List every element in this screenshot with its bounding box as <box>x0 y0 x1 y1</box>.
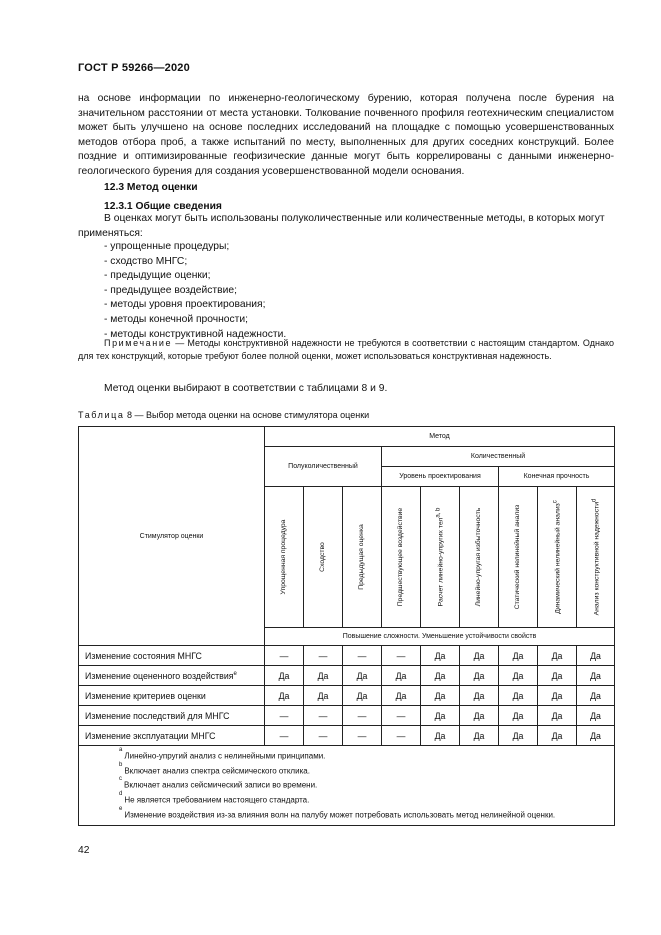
table-cell: Да <box>304 666 343 686</box>
table-row <box>79 726 615 746</box>
row-label: Изменение последствий для МНГС <box>79 706 265 726</box>
method-selection-text: Метод оценки выбирают в соответствии с таблицами 8 и 9. <box>104 383 388 394</box>
table-cell: Да <box>499 726 538 746</box>
row-label: Изменение оцененного воздействия$^e$ <box>79 666 265 686</box>
row-label: Изменение критериев оценки <box>79 686 265 706</box>
table-cell: Да <box>382 686 421 706</box>
complexity-row: Повышение сложности. Уменьшение устойчивости свойств <box>265 628 615 646</box>
section-title-12-3-1: 12.3.1 Общие сведения <box>104 201 222 212</box>
table-cell: Да <box>538 726 577 746</box>
table-cell: Да <box>460 666 499 686</box>
row-label: Изменение состояния МНГС <box>79 646 265 666</box>
column-header: Сходство <box>304 487 343 628</box>
table-cell: Да <box>499 686 538 706</box>
table-caption-text: 8 — Выбор метода оценки на основе стимулятора оценки <box>124 410 370 420</box>
table-cell: Да <box>421 666 460 686</box>
table-cell: — <box>304 726 343 746</box>
table-caption-label: Таблица <box>78 410 125 420</box>
table-cell: Да <box>460 706 499 726</box>
table-cell: Да <box>538 706 577 726</box>
note-label: Примечание <box>104 338 173 348</box>
header-design-level: Уровень проектирования <box>382 467 499 487</box>
table-cell: Да <box>577 726 615 746</box>
methods-list <box>104 240 286 342</box>
table-cell: Да <box>538 646 577 666</box>
list-item: - упрощенные процедуры; <box>104 240 286 255</box>
section-title-12-3: 12.3 Метод оценки <box>104 182 198 193</box>
column-header: Линейно-упругая избыточность <box>460 487 499 628</box>
paragraph-methods-intro: В оценках могут быть использованы полуколичественные или количественные методы, в которых могут применяться: <box>78 213 605 239</box>
note <box>78 337 614 362</box>
table-cell: Да <box>460 726 499 746</box>
table-cell: Да <box>460 686 499 706</box>
table-cell: Да <box>577 666 615 686</box>
column-header: Упрощенная процедура <box>265 487 304 628</box>
method-selection-table <box>78 426 615 826</box>
paragraph-intro: на основе информации по инженерно-геологическому бурению, которая получена после бурения на значительном расстоянии от места установки. Толкование почвенного профиля геотехническим специалистом может быть улучшено на основе последних исследований на площадке с помощью усовершенствованных методов отбора проб, а также испытаний по месту, выполненных для других соседних конструкций. Более поздние и оптимизированные геофизические данные могут быть коррелированы с данными инженерно-геологического бурения для создания усовершенствованной модели основания. <box>78 93 614 177</box>
table-footnotes <box>79 746 615 826</box>
table-cell: — <box>382 706 421 726</box>
table-row <box>79 646 615 666</box>
table-cell: Да <box>499 666 538 686</box>
list-item: - предыдущее воздействие; <box>104 284 286 299</box>
list-item: - предыдущие оценки; <box>104 269 286 284</box>
table-cell: Да <box>577 706 615 726</box>
table-cell: Да <box>460 646 499 666</box>
column-header: Предшествующее воздействие <box>382 487 421 628</box>
table-caption <box>78 410 369 420</box>
list-item: - методы конструктивной надежности. <box>104 328 286 343</box>
list-item: - методы конечной прочности; <box>104 313 286 328</box>
table-cell: — <box>343 706 382 726</box>
table-cell: Да <box>499 646 538 666</box>
list-item: - методы уровня проектирования; <box>104 298 286 313</box>
table-cell: — <box>265 706 304 726</box>
header-quantitative: Количественный <box>382 447 615 467</box>
table-cell: — <box>343 646 382 666</box>
row-label: Изменение эксплуатации МНГС <box>79 726 265 746</box>
note-text: — Методы конструктивной надежности не требуются в соответствии с настоящим стандартом. Однако для тех конструкций, которые требуют более полной оценки, может использоваться конструктивная надежность. <box>78 338 614 361</box>
table-cell: Да <box>538 686 577 706</box>
table-cell: — <box>343 726 382 746</box>
table-cell: — <box>304 706 343 726</box>
table-cell: Да <box>421 726 460 746</box>
table-cell: Да <box>538 666 577 686</box>
column-header: Анализ конструктивной надежности$^d$ <box>577 487 615 628</box>
header-method: Метод <box>265 427 615 447</box>
table-cell: Да <box>343 686 382 706</box>
table-cell: Да <box>304 686 343 706</box>
table-cell: Да <box>382 666 421 686</box>
table-cell: Да <box>265 666 304 686</box>
table-cell: Да <box>421 706 460 726</box>
document-header: ГОСТ Р 59266—2020 <box>78 62 190 74</box>
table-cell: — <box>265 646 304 666</box>
footnote: $^d$Не является требованием настоящего стандарта. <box>119 790 310 805</box>
table-cell: Да <box>499 706 538 726</box>
header-semi-quantitative: Полуколичественный <box>265 447 382 487</box>
table-cell: — <box>382 726 421 746</box>
column-header: Расчет линейно-упругих тел$^{a, b}$ <box>421 487 460 628</box>
table-cell: — <box>382 646 421 666</box>
column-header: Динамический нелинейный анализ$^c$ <box>538 487 577 628</box>
footnote: $^a$Линейно-упругий анализ с нелинейными принципами. <box>119 747 326 761</box>
header-ultimate-strength: Конечная прочность <box>499 467 615 487</box>
column-header: Статический нелинейный анализ <box>499 487 538 628</box>
table-cell: — <box>304 646 343 666</box>
table-cell: Да <box>421 646 460 666</box>
footnote: $^b$Включает анализ спектра сейсмического отклика. <box>119 761 310 776</box>
table-cell: Да <box>265 686 304 706</box>
table-cell: — <box>265 726 304 746</box>
table-cell: Да <box>421 686 460 706</box>
table-row <box>79 706 615 726</box>
header-stimulator: Стимулятор оценки <box>79 427 265 646</box>
table-row <box>79 666 615 686</box>
table-cell: Да <box>577 686 615 706</box>
footnote: $^e$Изменение воздействия из-за влияния волн на палубу может потребовать использовать метод нелинейной оценки. <box>119 805 556 820</box>
footnote: $^c$Включает анализ сейсмический записи во времени. <box>119 776 318 790</box>
table-row <box>79 686 615 706</box>
table-cell: Да <box>343 666 382 686</box>
column-header: Предыдущая оценка <box>343 487 382 628</box>
table-cell: Да <box>577 646 615 666</box>
page-number: 42 <box>78 845 90 856</box>
list-item: - сходство МНГС; <box>104 255 286 270</box>
